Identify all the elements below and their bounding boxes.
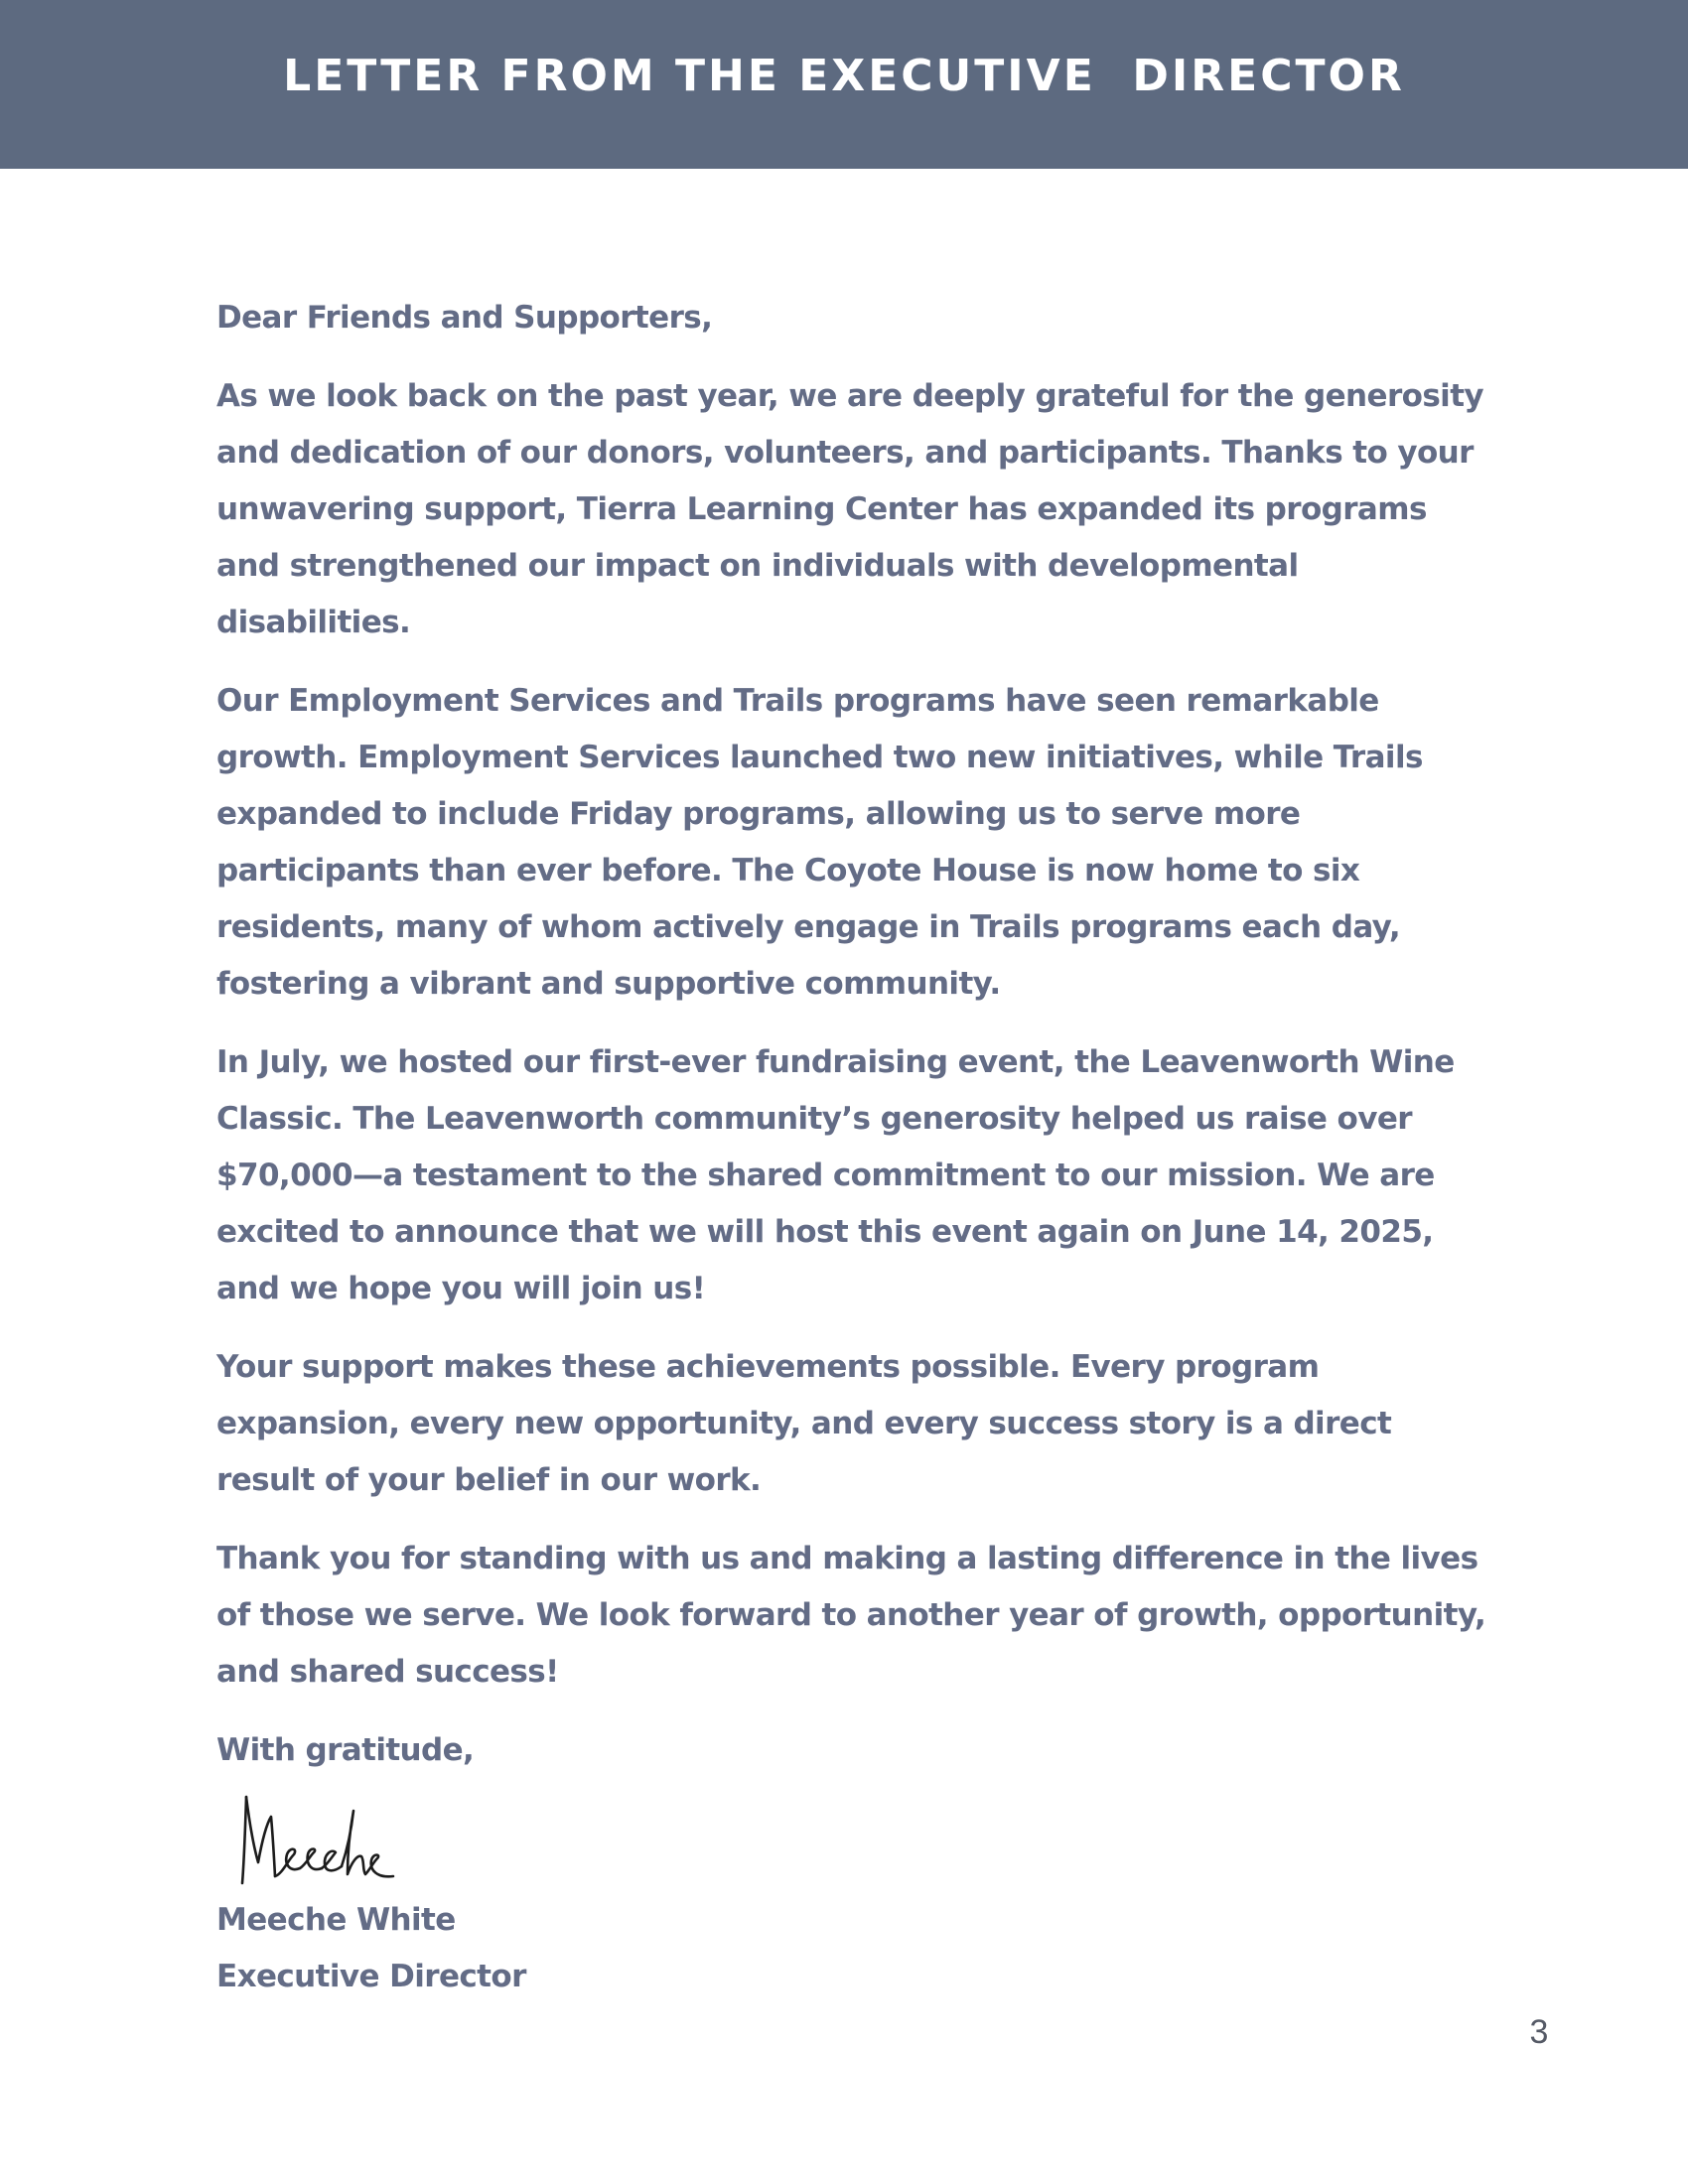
letter-body: [216, 290, 1497, 2005]
page-number: 3: [1529, 2013, 1549, 2051]
letter-paragraph-5: Thank you for standing with us and making a lasting difference in the lives of those we serve. We look forward to another year of growth, opportunity, and shared success!: [216, 1541, 1486, 1690]
header-band: [0, 0, 1688, 169]
page-title: LETTER FROM THE EXECUTIVE DIRECTOR: [283, 50, 1405, 101]
letter-paragraph-2: Our Employment Services and Trails programs have seen remarkable growth. Employment Services launched two new initiatives, while Trails expanded to include Friday programs, allowing us to serve more participants than ever before. The Coyote House is now home to six residents, many of whom actively engage in Trails programs each day, fostering a vibrant and supportive community.: [216, 683, 1423, 1002]
letter-salutation: Dear Friends and Supporters,: [216, 300, 713, 336]
signature-icon: [224, 1789, 403, 1898]
letter-closing: With gratitude,: [216, 1732, 475, 1768]
letter-paragraph-4: Your support makes these achievements possible. Every program expansion, every new opportunity, and every success story is a direct result of your belief in our work.: [216, 1349, 1392, 1498]
letter-paragraph-1: As we look back on the past year, we are deeply grateful for the generosity and dedication of our donors, volunteers, and participants. Thanks to your unwavering support, Tierra Learning Center has expanded its programs and strengthened our impact on individuals with developmental disabilities.: [216, 378, 1484, 640]
signer-title: Executive Director: [216, 1959, 526, 1994]
letter-paragraph-3: In July, we hosted our first-ever fundraising event, the Leavenworth Wine Classic. The Leavenworth community’s generosity helped us raise over $70,000—a testament to the shared commitment to our mission. We are excited to announce that we will host this event again on June 14, 2025, and we hope you will join us!: [216, 1044, 1455, 1306]
signer-name: Meeche White: [216, 1902, 456, 1938]
